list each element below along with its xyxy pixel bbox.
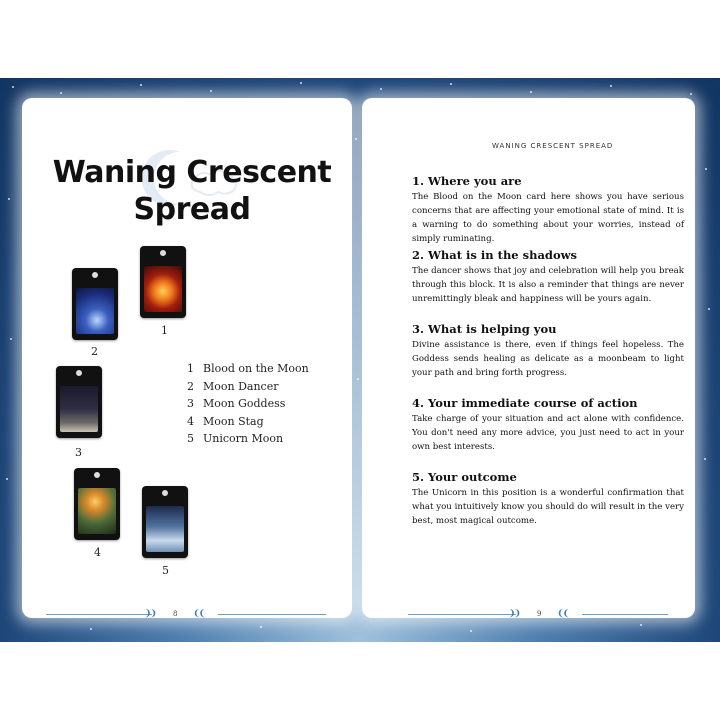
moon-phase-icon: ❩❩ [508, 609, 520, 619]
legend-item: 3 Moon Goddess [187, 397, 286, 410]
card-moon-stag [74, 468, 120, 540]
card-number-4: 4 [94, 546, 101, 559]
moon-phase-icon: ❨❨ [557, 609, 569, 619]
title-line-1: Waning Crescent [52, 155, 332, 190]
footer-rule [46, 614, 152, 615]
left-page-footer [22, 609, 352, 621]
card-number-3: 3 [75, 446, 82, 459]
page-number: 9 [537, 610, 542, 618]
card-legend [187, 362, 309, 450]
section-heading: 5. Your outcome [412, 470, 517, 484]
legend-item: 4 Moon Stag [187, 414, 264, 428]
right-page [362, 98, 695, 618]
section-heading: 3. What is helping you [412, 322, 557, 336]
section-helping [412, 322, 684, 380]
footer-rule [408, 614, 516, 615]
card-number-2: 2 [91, 345, 98, 358]
moon-phase-icon: ❩❩ [144, 609, 156, 619]
section-heading: 1. Where you are [412, 174, 522, 188]
footer-rule [582, 614, 668, 615]
card-unicorn-moon [142, 486, 188, 558]
footer-rule [218, 614, 326, 615]
section-body: Take charge of your situation and act alone with confidence. You don't need any more advice, you just need to act in your own best interests. [412, 414, 684, 452]
title-line-2: Spread [133, 192, 251, 227]
right-page-footer [362, 609, 695, 621]
book-spread-background [0, 78, 720, 642]
page-title [47, 154, 337, 228]
section-shadows [412, 248, 684, 306]
page-number: 8 [173, 610, 178, 618]
card-blood-on-the-moon [140, 246, 186, 318]
section-body: The dancer shows that joy and celebration will help you break through this block. It is also a reminder that things are never unremittingly bleak and happiness will be yours again. [412, 266, 684, 304]
card-number-5: 5 [162, 564, 169, 577]
section-course-of-action [412, 396, 684, 454]
running-header: WANING CRESCENT SPREAD [492, 142, 614, 150]
left-page [22, 98, 352, 618]
card-number-1: 1 [161, 324, 168, 337]
section-body: The Unicorn in this position is a wonderful confirmation that what you intuitively know you should do will result in the very best, most magical outcome. [412, 488, 684, 526]
section-body: Divine assistance is there, even if things feel hopeless. The Goddess sends healing as delicate as a moonbeam to light your path and bring forth progress. [412, 340, 684, 378]
legend-item: 2 Moon Dancer [187, 379, 279, 393]
section-outcome [412, 470, 684, 528]
section-body: The Blood on the Moon card here shows you have serious concerns that are affecting your emotional state of mind. It is a warning to do something about your worries, instead of simply ruminating. [412, 192, 684, 244]
section-heading: 2. What is in the shadows [412, 248, 577, 262]
moon-phase-icon: ❨❨ [193, 609, 205, 619]
card-moon-dancer [72, 268, 118, 340]
section-where-you-are [412, 174, 684, 246]
section-heading: 4. Your immediate course of action [412, 396, 638, 410]
legend-item: 1 Blood on the Moon [187, 362, 309, 375]
card-moon-goddess [56, 366, 102, 438]
legend-item: 5 Unicorn Moon [187, 432, 284, 445]
